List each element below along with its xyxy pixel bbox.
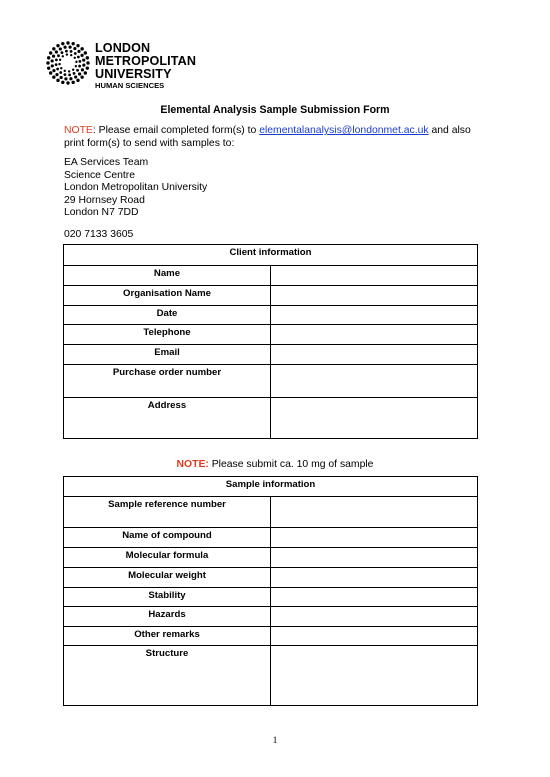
note-text-after: and also print form(s) to send with samples to: [64, 125, 471, 149]
email-field[interactable] [271, 345, 478, 365]
submission-note [64, 125, 484, 150]
address-line: Science Centre [64, 169, 136, 181]
dot-ring-icon [46, 41, 90, 85]
date-field[interactable] [271, 306, 478, 325]
phone-number: 020 7133 3605 [64, 229, 134, 240]
organisation-name-field[interactable] [271, 286, 478, 306]
logo-line-1: LONDON [95, 41, 151, 55]
table-row [64, 497, 478, 528]
note-label: NOTE: [176, 459, 209, 470]
structure-field[interactable] [271, 646, 478, 706]
table-header-row [64, 477, 478, 497]
address-line: EA Services Team [64, 157, 149, 168]
table-header-row [64, 245, 478, 266]
field-label: Address [64, 398, 271, 439]
field-label: Stability [64, 588, 271, 607]
field-label: Purchase order number [64, 365, 271, 398]
note-text: Please submit ca. 10 mg of sample [208, 459, 374, 470]
client-information-table [63, 244, 478, 439]
logo-wordmark [95, 42, 196, 91]
field-label: Sample reference number [64, 497, 271, 528]
table-row [64, 325, 478, 345]
field-label: Hazards [64, 607, 271, 627]
table-row [64, 588, 478, 607]
note-label: NOTE [64, 125, 93, 136]
sample-reference-field[interactable] [271, 497, 478, 528]
telephone-field[interactable] [271, 325, 478, 345]
address-line: London N7 7DD [64, 207, 139, 219]
table-row [64, 627, 478, 646]
logo-line-3: UNIVERSITY [95, 66, 172, 81]
table-row [64, 646, 478, 706]
field-label: Molecular weight [64, 568, 271, 588]
email-link[interactable]: elementalanalysis@londonmet.ac.uk [259, 125, 429, 136]
table-row [64, 365, 478, 398]
other-remarks-field[interactable] [271, 627, 478, 646]
field-label: Email [64, 345, 271, 365]
address-line: London Metropolitan University [64, 182, 208, 194]
note-text-before: : Please email completed form(s) to [92, 125, 260, 136]
name-field[interactable] [271, 266, 478, 286]
table-row [64, 548, 478, 568]
table-row [64, 528, 478, 548]
page-number: 1 [272, 735, 278, 746]
field-label: Structure [64, 646, 271, 706]
sample-note [0, 459, 550, 470]
molecular-weight-field[interactable] [271, 568, 478, 588]
table-row [64, 345, 478, 365]
compound-name-field[interactable] [271, 528, 478, 548]
field-label: Name [64, 266, 271, 286]
sample-information-table [63, 476, 478, 706]
logo-line-2: METROPOLITAN [95, 53, 197, 68]
field-label: Organisation Name [64, 286, 271, 306]
field-label: Date [64, 306, 271, 325]
form-title: Elemental Analysis Sample Submission Form [160, 104, 390, 116]
address-field[interactable] [271, 398, 478, 439]
sample-table-heading: Sample information [64, 477, 478, 497]
table-row [64, 306, 478, 325]
postal-address [64, 157, 207, 220]
university-logo [46, 41, 196, 91]
table-row [64, 286, 478, 306]
field-label: Telephone [64, 325, 271, 345]
field-label: Other remarks [64, 627, 271, 646]
field-label: Molecular formula [64, 548, 271, 568]
hazards-field[interactable] [271, 607, 478, 627]
stability-field[interactable] [271, 588, 478, 607]
client-table-heading: Client information [64, 245, 478, 266]
purchase-order-field[interactable] [271, 365, 478, 398]
table-row [64, 398, 478, 439]
table-row [64, 607, 478, 627]
molecular-formula-field[interactable] [271, 548, 478, 568]
address-line: 29 Hornsey Road [64, 194, 145, 206]
table-row [64, 266, 478, 286]
table-row [64, 568, 478, 588]
field-label: Name of compound [64, 528, 271, 548]
logo-subline: HUMAN SCIENCES [95, 81, 165, 91]
